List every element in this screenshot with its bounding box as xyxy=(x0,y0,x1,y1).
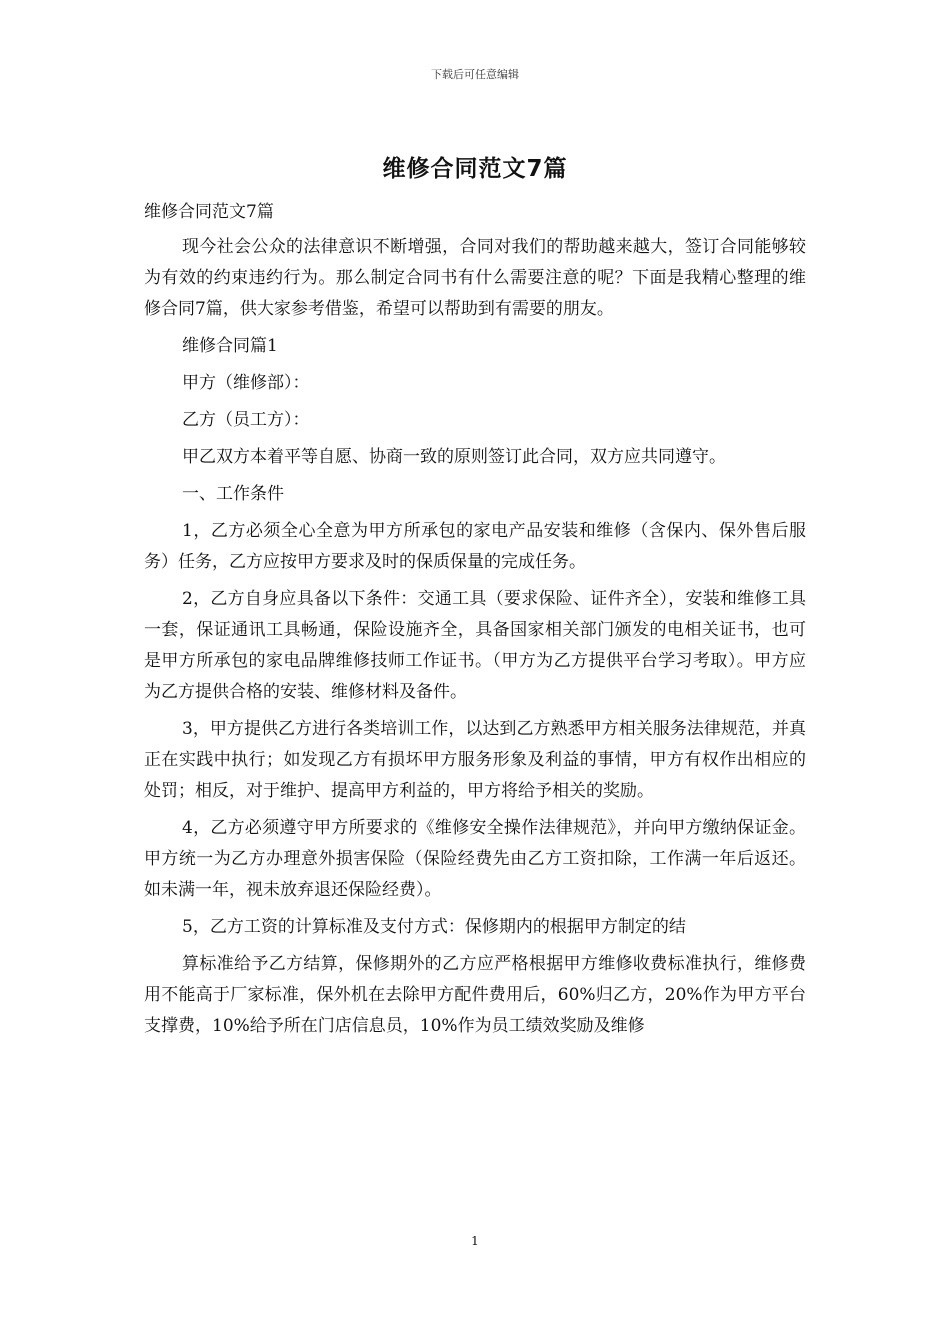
subtitle-line: 维修合同范文7篇 xyxy=(144,202,274,222)
clause-paragraph: 3，甲方提供乙方进行各类培训工作，以达到乙方熟悉甲方相关服务法律规范，并真正在实践中执行；如发现乙方有损坏甲方服务形象及利益的事情，甲方有权作出相应的处罚；相反，对于维护、提高甲方利益的，甲方将给予相关的奖励。 xyxy=(144,719,806,801)
clause-heading: 一、工作条件 xyxy=(182,484,284,504)
page-number: 1 xyxy=(471,1234,479,1248)
clause-paragraph: 2，乙方自身应具备以下条件：交通工具（要求保险、证件齐全），安装和维修工具一套，保证通讯工具畅通，保险设施齐全，具备国家相关部门颁发的电相关证书，也可是甲方所承包的家电品牌维修技师工作证书。（甲方为乙方提供平台学习考取）。甲方应为乙方提供合格的安装、维修材料及备件。 xyxy=(144,589,806,702)
clause-paragraph: 5，乙方工资的计算标准及支付方式：保修期内的根据甲方制定的结 xyxy=(182,917,686,937)
document-title: 维修合同范文7篇 xyxy=(382,156,568,182)
party-b-line: 乙方（员工方）： xyxy=(182,410,310,430)
agreement-paragraph: 甲乙双方本着平等自愿、协商一致的原则签订此合同，双方应共同遵守。 xyxy=(182,447,726,467)
intro-paragraph: 现今社会公众的法律意识不断增强，合同对我们的帮助越来越大，签订合同能够较为有效的约束违约行为。那么制定合同书有什么需要注意的呢？下面是我精心整理的维修合同7篇，供大家参考借鉴，希望可以帮助到有需要的朋友。 xyxy=(144,237,806,319)
section-heading: 维修合同篇1 xyxy=(182,336,278,356)
clause-paragraph: 算标准给予乙方结算，保修期外的乙方应严格根据甲方维修收费标准执行，维修费用不能高于厂家标准，保外机在去除甲方配件费用后，60%归乙方，20%作为甲方平台支撑费，10%给予所在门店信息员，10%作为员工绩效奖励及维修 xyxy=(144,954,806,1036)
header-note: 下载后可任意编辑 xyxy=(431,68,519,81)
party-a-line: 甲方（维修部）： xyxy=(182,373,310,393)
document-body xyxy=(144,197,806,1048)
clause-paragraph: 1，乙方必须全心全意为甲方所承包的家电产品安装和维修（含保内、保外售后服务）任务，乙方应按甲方要求及时的保质保量的完成任务。 xyxy=(144,521,806,572)
clause-paragraph: 4，乙方必须遵守甲方所要求的《维修安全操作法律规范》，并向甲方缴纳保证金。甲方统一为乙方办理意外损害保险（保险经费先由乙方工资扣除，工作满一年后返还。如未满一年，视未放弃退还保险经费）。 xyxy=(144,818,806,900)
